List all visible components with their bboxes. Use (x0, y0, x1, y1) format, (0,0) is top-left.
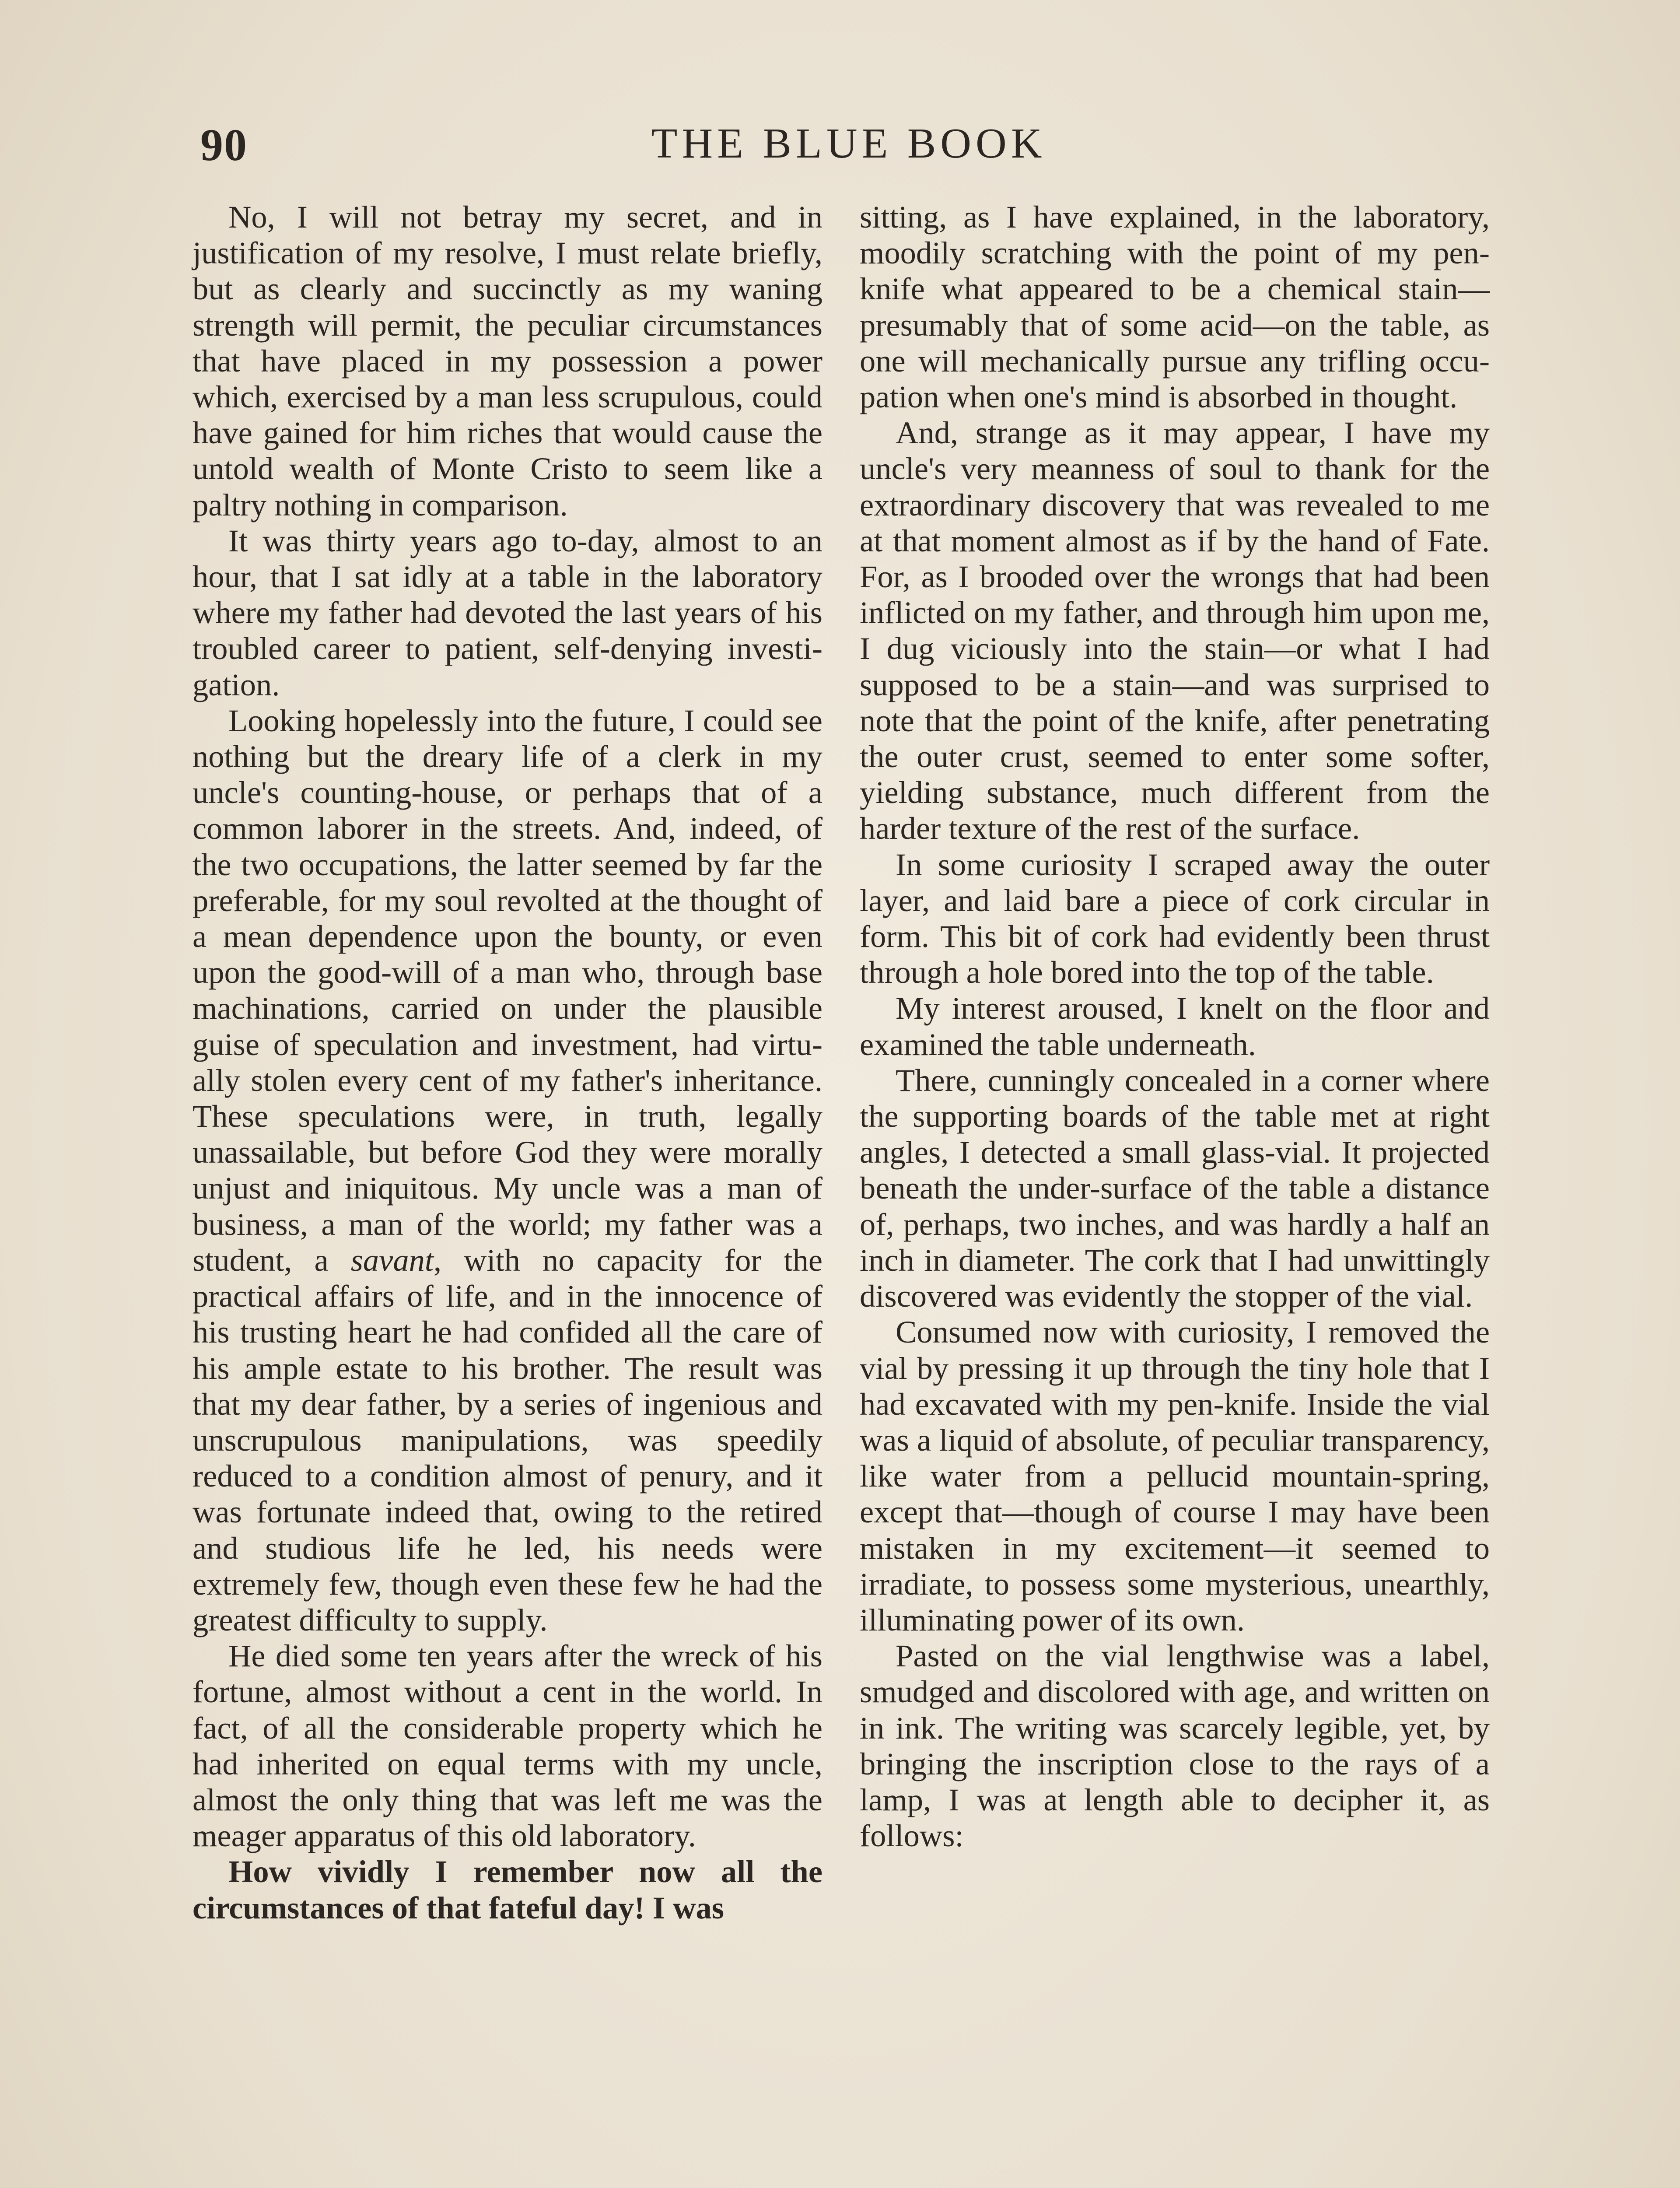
paragraph: It was thirty years ago to-day, almost to an hour, that I sat idly at a table in the laboratory where my father had devoted the last years of his troubled career to patient, self-denying investigation. (192, 522, 822, 702)
page-header (192, 119, 1505, 180)
paragraph: No, I will not betray my secret, and in justification of my resolve, I must relate briefly, but as clearly and succinctly as my waning strength will permit, the peculiar circumstances that have placed in my possession a power which, exercised by a man less scrupulous, could have gained for him riches that would cause the untold wealth of Monte Cristo to seem like a paltry nothing in comparison. (192, 199, 822, 522)
paragraph: Pasted on the vial lengthwise was a label, smudged and discolored with age, and written on in ink. The writing was scarcely legible, yet, by bringing the inscription close to the rays of a lamp, I was at length able to decipher it, as follows: (860, 1638, 1490, 1854)
paragraph: Consumed now with curiosity, I removed the vial by pressing it up through the tiny hole that I had excavated with my pen-knife. Inside the vial was a liquid of absolute, of peculiar transparency, like water from a pellucid mountain-spring, except that—though of course I may have been mistaken in my excitement—it seemed to irradiate, to possess some mysterious, unearthly, illuminating power of its own. (860, 1314, 1490, 1637)
paragraph: In some curiosity I scraped away the outer layer, and laid bare a piece of cork circular in form. This bit of cork had evidently been thrust through a hole bored into the top of the table. (860, 846, 1490, 990)
italic-word: savant (350, 1242, 434, 1278)
paragraph: How vividly I remember now all the circumstances of that fateful day! I was (192, 1854, 822, 1925)
paragraph (192, 703, 822, 1638)
page-number: 90 (200, 120, 248, 170)
paragraph: There, cunningly concealed in a corner where the supporting boards of the table met at right angles, I detected a small glass-vial. It projected beneath the under-surface of the table a distance of, perhaps, two inches, and was hardly a half an inch in diameter. The cork that I had unwittingly discovered was evidently the stopper of the vial. (860, 1062, 1490, 1314)
paragraph-text: , with no capacity for the practical affairs of life, and in the innocence of his trusting heart he had confided all the care of his ample estate to his brother. The result was that my dear father, by a series of ingenious and unscrupulous manipulations, was speedily reduced to a condition almost of penury, and it was fortunate indeed that, owing to the retired and studious life he led, his needs were extremely few, though even these few he had the greatest difficulty to supply. (192, 1242, 823, 1637)
paragraph: My interest aroused, I knelt on the floor and examined the table underneath. (860, 990, 1490, 1062)
right-column (860, 199, 1490, 1854)
left-column (192, 199, 822, 1926)
running-head-title: THE BLUE BOOK (651, 120, 1046, 167)
paragraph-continued: sitting, as I have explained, in the laboratory, moodily scratching with the point of my pen-knife what appeared to be a chemical stain—presumably that of some acid—on the table, as one will mechanically pursue any trifling occupation when one's mind is absorbed in thought. (860, 199, 1490, 415)
paragraph-text: Looking hopelessly into the future, I could see nothing but the dreary life of a clerk in my uncle's counting-house, or perhaps that of a common laborer in the streets. And, indeed, of the two occupations, the latter seemed by far the preferable, for my soul revolted at the thought of a mean dependence upon the bounty, or even upon the good-will of a man who, through base machinations, carried on under the plausible guise of speculation and investment, had virtually stolen every cent of my father's inheritance. These speculations were, in truth, legally unassailable, but before God they were morally unjust and iniquitous. My uncle was a man of business, a man of the world; my father was a student, a (192, 702, 822, 1278)
paragraph: And, strange as it may appear, I have my uncle's very meanness of soul to thank for the extraordinary discovery that was revealed to me at that moment almost as if by the hand of Fate. For, as I brooded over the wrongs that had been inflicted on my father, and through him upon me, I dug viciously into the stain—or what I had supposed to be a stain—and was surprised to note that the point of the knife, after penetrating the outer crust, seemed to enter some softer, yielding substance, much different from the harder texture of the rest of the surface. (860, 415, 1490, 846)
paragraph: He died some ten years after the wreck of his fortune, almost without a cent in the world. In fact, of all the considerable property which he had inherited on equal terms with my uncle, almost the only thing that was left me was the meager apparatus of this old laboratory. (192, 1638, 822, 1854)
